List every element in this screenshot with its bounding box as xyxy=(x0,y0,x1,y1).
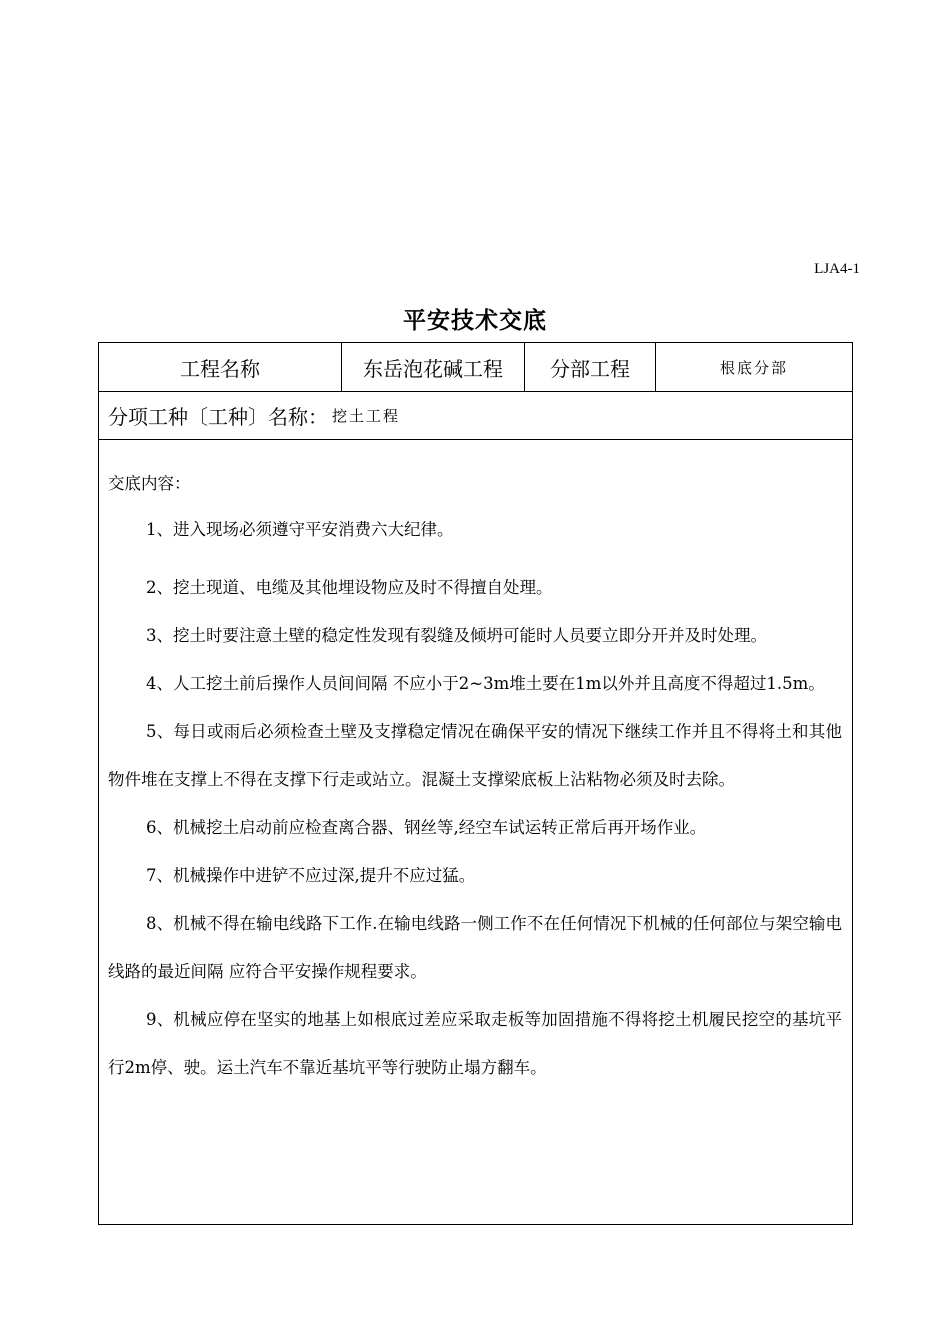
content-heading: 交底内容： xyxy=(108,474,191,493)
content-item: 1、进入现场必须遵守平安消费六大纪律。 xyxy=(146,520,454,539)
project-name-label: 工程名称 xyxy=(99,343,342,391)
content-item: 2、挖土现道、电缆及其他埋设物应及时不得擅自处理。 xyxy=(146,578,553,597)
division-label: 分部工程 xyxy=(525,343,656,391)
document-code: LJA4-1 xyxy=(814,261,860,277)
project-name-value: 东岳泡花碱工程 xyxy=(342,343,525,391)
content-item: 5、每日或雨后必须检查土壁及支撑稳定情况在确保平安的情况下继续工作并且不得将土和其他物件堆在支撑上不得在支撑下行走或站立。混凝土支撑梁底板上沾粘物必须及时去除。 xyxy=(108,722,842,789)
division-value: 根底分部 xyxy=(719,358,788,377)
content-item: 6、机械挖土启动前应检查离合器、钢丝等,经空车试运转正常后再开场作业。 xyxy=(146,818,707,837)
subitem-label: 分项工种〔工种〕名称： xyxy=(108,404,328,429)
subitem-row xyxy=(99,391,852,440)
document-title: 平安技术交底 xyxy=(403,308,547,334)
content-item: 4、人工挖土前后操作人员间间隔 不应小于2~3m堆土要在1m以外并且高度不得超过1.5m。 xyxy=(146,674,825,693)
content-item: 3、挖土时要注意土壁的稳定性发现有裂缝及倾坍可能时人员要立即分开并及时处理。 xyxy=(146,626,767,645)
content-item: 7、机械操作中进铲不应过深,提升不应过猛。 xyxy=(146,866,476,885)
content-item: 9、机械应停在坚实的地基上如根底过差应采取走板等加固措施不得将挖土机履民挖空的基坑平行2m停、驶。运土汽车不靠近基坑平等行驶防止塌方翻车。 xyxy=(108,1010,842,1077)
disclosure-form xyxy=(98,342,853,1225)
disclosure-content xyxy=(99,440,852,1092)
project-info-row xyxy=(99,343,852,392)
subitem-value: 挖土工程 xyxy=(332,406,401,425)
content-item: 8、机械不得在输电线路下工作.在输电线路一侧工作不在任何情况下机械的任何部位与架空输电线路的最近间隔 应符合平安操作规程要求。 xyxy=(108,914,842,981)
